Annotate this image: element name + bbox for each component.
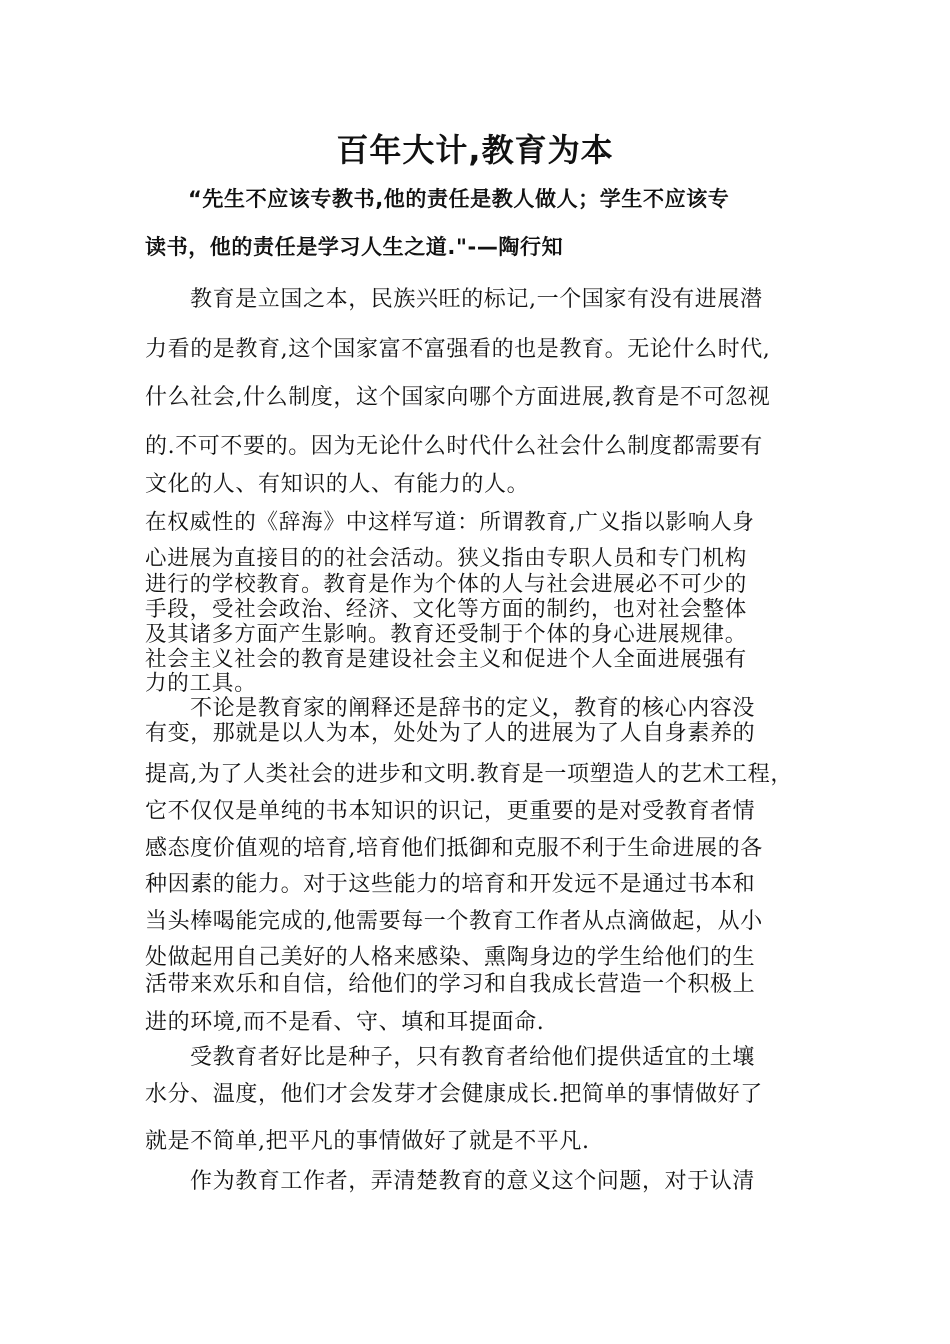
body-line: 进行的学校教育。教育是作为个体的人与社会进展必不可少的 bbox=[145, 572, 748, 597]
body-line: 心进展为直接目的的社会活动。狭义指由专职人员和专门机构 bbox=[145, 546, 748, 571]
body-line: 提高,为了人类社会的进步和文明.教育是一项塑造人的艺术工程， bbox=[145, 762, 793, 787]
body-line: 文化的人、有知识的人、有能力的人。 bbox=[145, 472, 530, 497]
quote-line: “先生不应该专教书,他的责任是教人做人；学生不应该专 bbox=[188, 187, 730, 211]
body-line: 水分、温度，他们才会发芽才会健康成长.把简单的事情做好了 bbox=[145, 1082, 763, 1107]
document-title: 百年大计,教育为本 bbox=[336, 131, 614, 169]
body-line: 就是不简单,把平凡的事情做好了就是不平凡. bbox=[145, 1129, 590, 1154]
body-line: 作为教育工作者，弄清楚教育的意义这个问题，对于认清 bbox=[190, 1169, 756, 1194]
body-line: 受教育者好比是种子，只有教育者给他们提供适宜的土壤 bbox=[190, 1045, 756, 1070]
body-line: 及其诸多方面产生影响。教育还受制于个体的身心进展规律。 bbox=[145, 622, 748, 647]
body-line: 活带来欢乐和自信，给他们的学习和自我成长营造一个积极上 bbox=[145, 972, 756, 997]
body-line: 感态度价值观的培育,培育他们抵御和克服不利于生命进展的各 bbox=[145, 836, 763, 861]
body-line: 社会主义社会的教育是建设社会主义和促进个人全面进展强有 bbox=[145, 647, 748, 672]
body-line: 在权威性的《辞海》中这样写道：所谓教育,广义指以影响人身 bbox=[145, 510, 755, 535]
body-line: 的.不可不要的。因为无论什么时代什么社会什么制度都需要有 bbox=[145, 434, 763, 459]
body-line: 力看的是教育,这个国家富不富强看的也是教育。无论什么时代, bbox=[145, 337, 771, 362]
body-line: 进的环境,而不是看、守、填和耳提面命. bbox=[145, 1010, 545, 1035]
body-line: 教育是立国之本，民族兴旺的标记,一个国家有没有进展潜 bbox=[190, 287, 763, 312]
body-line: 处做起用自己美好的人格来感染、熏陶身边的学生给他们的生 bbox=[145, 945, 756, 970]
body-line: 不论是教育家的阐释还是辞书的定义，教育的核心内容没 bbox=[190, 696, 756, 721]
body-line: 当头棒喝能完成的,他需要每一个教育工作者从点滴做起，从小 bbox=[145, 909, 763, 934]
body-line: 手段，受社会政治、经济、文化等方面的制约，也对社会整体 bbox=[145, 597, 748, 622]
body-line: 它不仅仅是单纯的书本知识的识记，更重要的是对受教育者情 bbox=[145, 799, 756, 824]
body-line: 什么社会,什么制度，这个国家向哪个方面进展,教育是不可忽视 bbox=[145, 385, 771, 410]
quote-line: 读书，他的责任是学习人生之道."-—陶行知 bbox=[145, 235, 564, 259]
body-line: 种因素的能力。对于这些能力的培育和开发远不是通过书本和 bbox=[145, 872, 756, 897]
body-line: 力的工具。 bbox=[145, 671, 257, 696]
body-line: 有变，那就是以人为本，处处为了人的进展为了人自身素养的 bbox=[145, 721, 756, 746]
